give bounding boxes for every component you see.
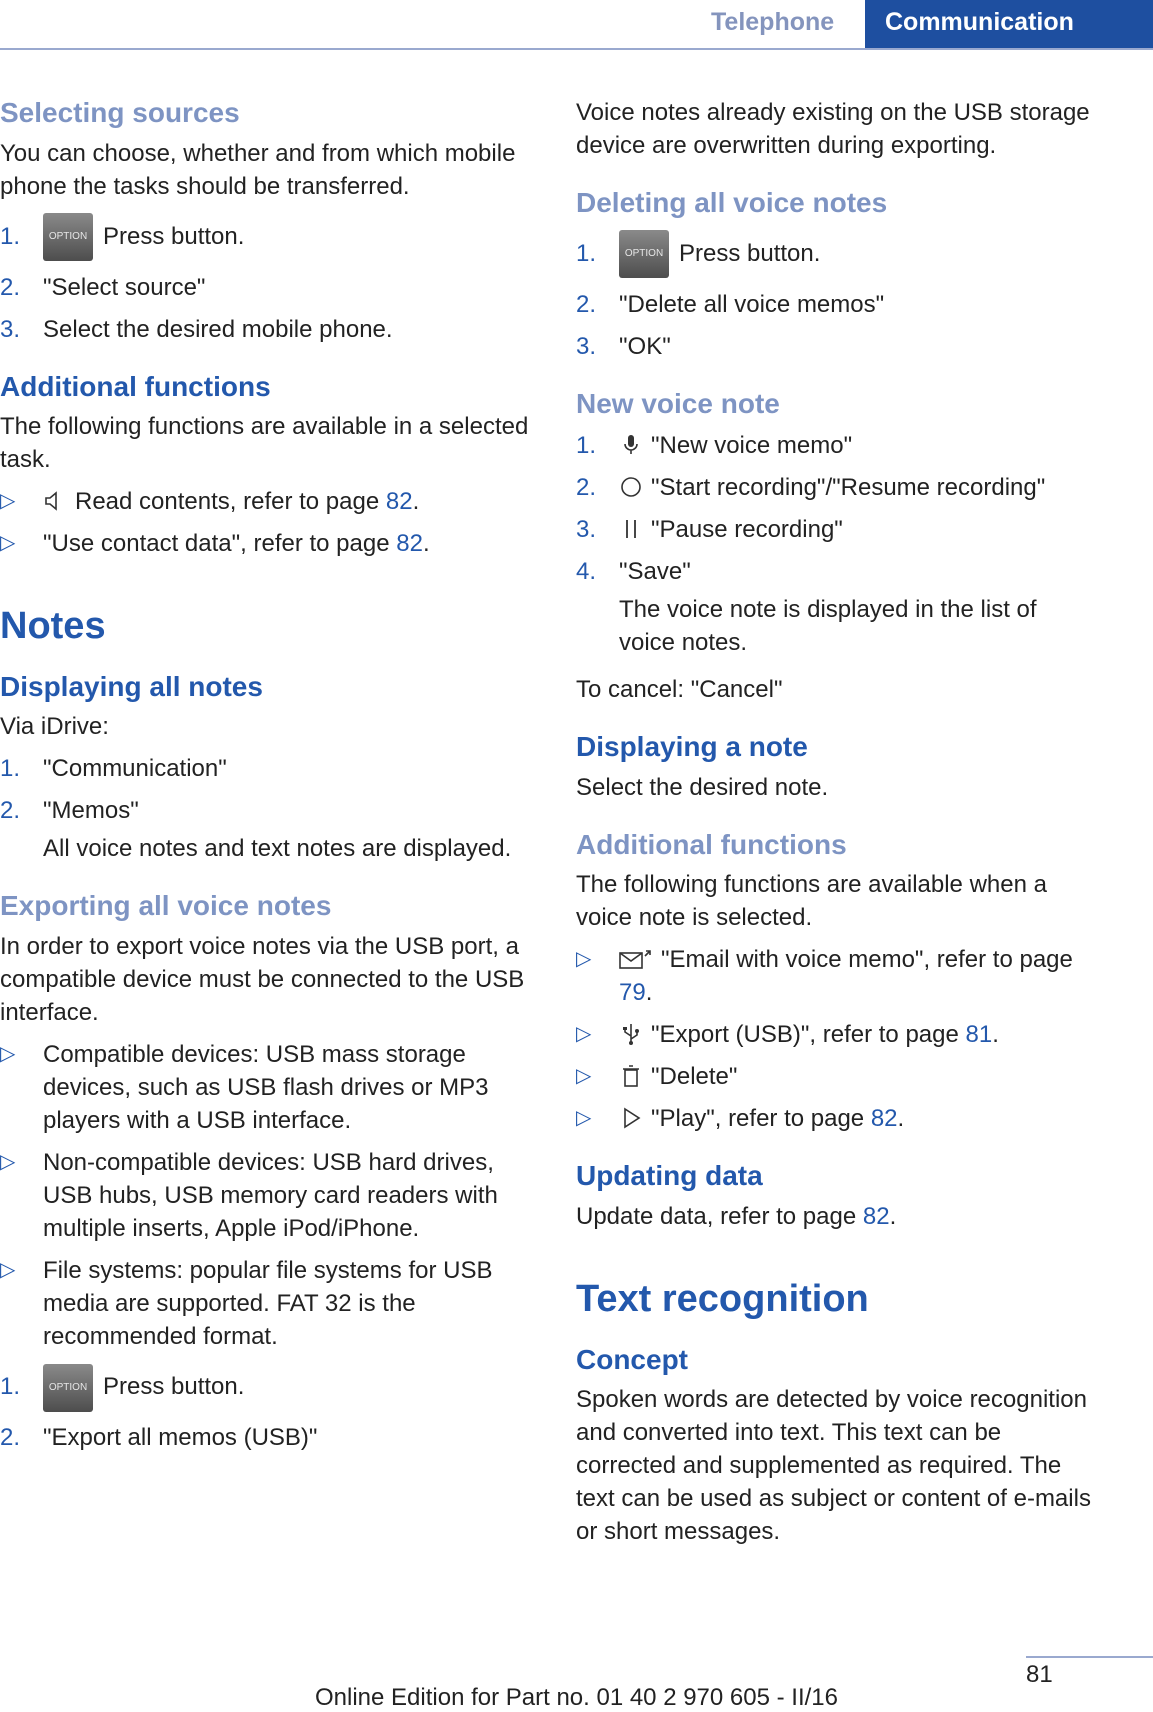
list-item: 2. "Memos" xyxy=(0,797,139,825)
concept-heading: Concept xyxy=(576,1343,688,1375)
page-link[interactable]: 79 xyxy=(619,979,646,1007)
option-button-icon: OPTION xyxy=(43,213,93,261)
list-item: 3. Select the desired mobile phone. xyxy=(0,315,393,343)
option-button-icon: OPTION xyxy=(43,1364,93,1412)
list-item: 2. "Delete all voice memos" xyxy=(576,290,885,318)
email-icon xyxy=(619,947,653,971)
list-item: 1. OPTION Press button. xyxy=(0,212,535,262)
page-link[interactable]: 82 xyxy=(385,488,413,516)
page-number: 81 xyxy=(1026,1661,1053,1688)
displaying-all-notes-heading: Displaying all notes xyxy=(0,670,263,702)
record-icon xyxy=(619,475,643,499)
new-voice-note-heading: New voice note xyxy=(576,387,780,419)
text-recognition-heading: Text recognition xyxy=(576,1277,869,1320)
selecting-sources-intro: You can choose, whether and from which mobile phone the tasks should be transferred. xyxy=(0,139,516,200)
list-item: 2. "Start recording"/"Resume recording" xyxy=(576,474,1046,502)
header-chapter-communication: Communication xyxy=(865,0,1153,48)
list-item: 1. OPTION Press button. xyxy=(0,1362,535,1412)
exporting-intro: In order to export voice notes via the USB port, a compatible device must be connected to the USB interface. xyxy=(0,932,525,1026)
list-item: 3. "OK" xyxy=(576,332,671,360)
page-link[interactable]: 82 xyxy=(870,1105,898,1133)
page-link[interactable]: 82 xyxy=(396,530,423,558)
displaying-a-note-text: Select the desired note. xyxy=(576,773,829,801)
exporting-heading: Exporting all voice notes xyxy=(0,890,332,922)
deleting-heading: Deleting all voice notes xyxy=(576,187,888,218)
list-item: ▷ "Play", refer to page 82. xyxy=(576,1105,905,1133)
updating-data-heading: Updating data xyxy=(576,1160,763,1192)
notes-heading: Notes xyxy=(0,605,106,648)
option-button-icon: OPTION xyxy=(619,230,669,278)
pause-icon xyxy=(619,517,643,541)
footer-divider xyxy=(1026,1656,1153,1658)
list-item: ▷ Read contents, refer to page 82. xyxy=(0,488,420,516)
displaying-intro: Via iDrive: xyxy=(0,713,109,741)
list-item: 1. OPTION Press button. xyxy=(576,229,1096,279)
list-item: 1. "Communication" xyxy=(0,755,227,783)
list-item: ▷ "Use contact data", refer to page 82. xyxy=(0,530,430,558)
page-link[interactable]: 81 xyxy=(965,1021,993,1049)
list-item: ▷ "Delete" xyxy=(576,1063,738,1091)
speaker-icon xyxy=(43,489,67,513)
new-voice-note-info: The voice note is displayed in the list of voice notes. xyxy=(619,596,1037,657)
header-section-telephone: Telephone xyxy=(711,8,835,36)
list-item: 4. "Save" xyxy=(576,558,691,586)
displaying-note: All voice notes and text notes are displayed. xyxy=(43,835,512,863)
list-item: 2. "Select source" xyxy=(0,273,206,301)
list-item: ▷ Non-compatible devices: USB hard drives, USB hubs, USB memory card readers with multiple inserts, Apple iPod/iPhone. xyxy=(0,1148,498,1242)
usb-icon xyxy=(619,1022,643,1046)
right-additional-functions-intro: The following functions are available when a voice note is selected. xyxy=(576,871,1047,932)
updating-data-text: Update data, refer to page 82. xyxy=(576,1202,897,1230)
list-item: 2. "Export all memos (USB)" xyxy=(0,1423,318,1451)
selecting-sources-heading: Selecting sources xyxy=(0,97,240,128)
right-additional-functions-heading: Additional functions xyxy=(576,828,847,860)
list-item: ▷ Compatible devices: USB mass storage devices, such as USB flash drives or MP3 players with a USB interface. xyxy=(0,1040,489,1134)
additional-functions-heading: Additional functions xyxy=(0,370,271,402)
play-icon xyxy=(619,1106,643,1130)
additional-functions-intro: The following functions are available in a selected task. xyxy=(0,413,529,474)
microphone-icon xyxy=(619,433,643,457)
list-item: ▷ "Export (USB)", refer to page 81. xyxy=(576,1021,999,1049)
overwrite-note: Voice notes already existing on the USB storage device are overwritten during exporting. xyxy=(576,99,1090,159)
page-link[interactable]: 82 xyxy=(862,1202,890,1230)
page-header xyxy=(0,0,1153,50)
list-item: ▷ "Email with voice memo", refer to page 79. xyxy=(576,946,1073,1007)
right-column xyxy=(576,96,1096,1548)
concept-text: Spoken words are detected by voice recognition and converted into text. This text can be corrected and supplemented as required. The text can be used as subject or content of e-mails or short messages. xyxy=(576,1386,1091,1546)
list-item: 1. "New voice memo" xyxy=(576,432,853,460)
left-column xyxy=(0,96,535,1454)
list-item: 3. "Pause recording" xyxy=(576,516,843,544)
cancel-text: To cancel: "Cancel" xyxy=(576,676,783,704)
list-item: ▷ File systems: popular file systems for USB media are supported. FAT 32 is the recommended format. xyxy=(0,1256,493,1350)
trash-icon xyxy=(619,1064,643,1088)
displaying-a-note-heading: Displaying a note xyxy=(576,731,808,763)
footer-edition: Online Edition for Part no. 01 40 2 970 605 - II/16 xyxy=(314,1684,838,1711)
